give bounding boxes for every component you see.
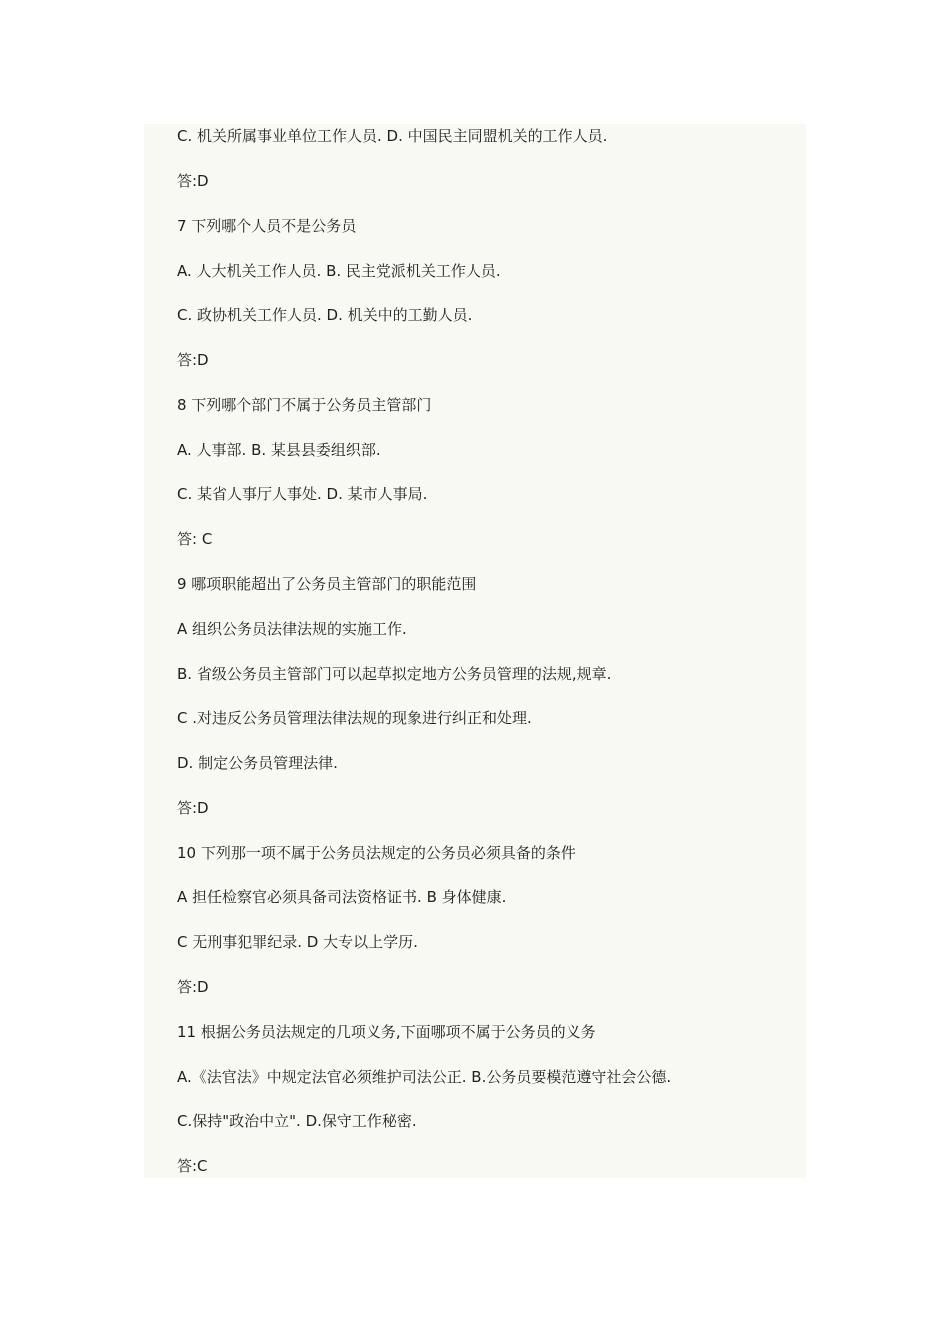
option-line: B. 省级公务员主管部门可以起草拟定地方公务员管理的法规,规章. (177, 665, 612, 683)
option-line: C. 机关所属事业单位工作人员. D. 中国民主同盟机关的工作人员. (177, 127, 608, 145)
option-line: A. 人事部. B. 某县县委组织部. (177, 441, 381, 459)
question-7: 7 下列哪个人员不是公务员 (177, 217, 357, 235)
option-line: D. 制定公务员管理法律. (177, 754, 338, 772)
answer-line: 答:D (177, 172, 209, 190)
option-line: A.《法官法》中规定法官必须维护司法公正. B.公务员要模范遵守社会公德. (177, 1068, 672, 1086)
answer-line: 答:D (177, 351, 209, 369)
answer-line: 答:D (177, 799, 209, 817)
answer-line: 答:C (177, 1157, 208, 1175)
option-line: C.保持"政治中立". D.保守工作秘密. (177, 1112, 417, 1130)
document-page (144, 124, 806, 1178)
answer-line: 答: C (177, 530, 213, 548)
question-10: 10 下列那一项不属于公务员法规定的公务员必须具备的条件 (177, 844, 576, 862)
option-line: A. 人大机关工作人员. B. 民主党派机关工作人员. (177, 262, 501, 280)
option-line: C. 政协机关工作人员. D. 机关中的工勤人员. (177, 306, 473, 324)
option-line: C .对违反公务员管理法律法规的现象进行纠正和处理. (177, 709, 532, 727)
question-9: 9 哪项职能超出了公务员主管部门的职能范围 (177, 575, 477, 593)
option-line: A 担任检察官必须具备司法资格证书. B 身体健康. (177, 888, 507, 906)
question-8: 8 下列哪个部门不属于公务员主管部门 (177, 396, 432, 414)
question-11: 11 根据公务员法规定的几项义务,下面哪项不属于公务员的义务 (177, 1023, 596, 1041)
option-line: C. 某省人事厅人事处. D. 某市人事局. (177, 485, 428, 503)
answer-line: 答:D (177, 978, 209, 996)
option-line: C 无刑事犯罪纪录. D 大专以上学历. (177, 933, 418, 951)
option-line: A 组织公务员法律法规的实施工作. (177, 620, 407, 638)
